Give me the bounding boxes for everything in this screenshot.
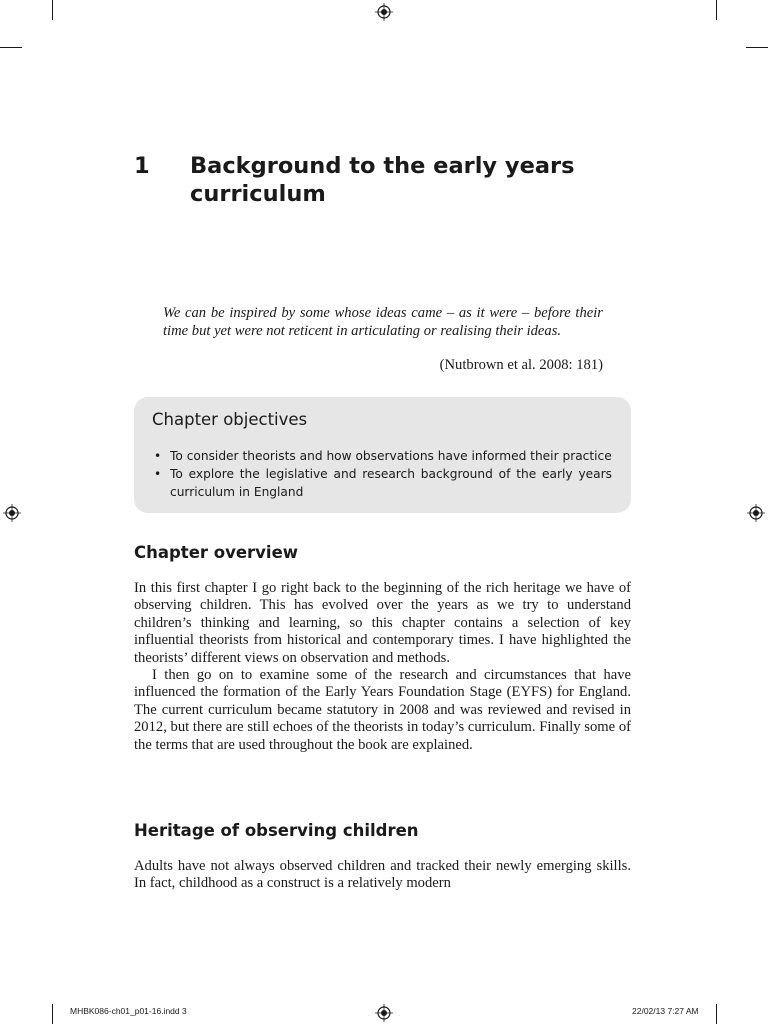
chapter-title: Background to the early years curriculum <box>190 153 575 207</box>
crop-mark <box>0 47 22 48</box>
paragraph: I then go on to examine some of the research and circumstances that have influenced the formation of the Early Years Foundation Stage (EYFS) for England. The current curriculum became statutory in 2008 and was reviewed and revised in 2012, but there are still echoes of the theorists in today’s curriculum. Finally some of the terms that are used throughout the book are explained. <box>134 667 631 753</box>
section-heading-heritage: Heritage of observing children <box>134 821 419 840</box>
crop-mark <box>716 1004 717 1024</box>
section-heading-overview: Chapter overview <box>134 543 299 562</box>
overview-body <box>134 580 631 754</box>
list-item <box>152 447 612 465</box>
bullet-icon: • <box>154 449 162 463</box>
registration-mark-icon <box>3 504 21 522</box>
objectives-title: Chapter objectives <box>152 410 308 429</box>
registration-mark-icon <box>375 3 393 21</box>
bullet-icon: • <box>154 467 162 481</box>
paragraph: In this first chapter I go right back to the beginning of the rich heritage we have of observing children. This has evolved over the years as we try to understand children’s thinking and learning, so this chapter contains a selection of key influential theorists from historical and contemporary times. I have highlighted the theorists’ different views on observation and methods. <box>134 580 631 666</box>
crop-mark <box>746 47 768 48</box>
list-item <box>152 465 612 501</box>
heritage-body <box>134 858 631 893</box>
crop-mark <box>52 0 53 20</box>
epigraph-quote: We can be inspired by some whose ideas came – as it were – before their time but yet were not reticent in articulating or realising their ideas. <box>163 305 603 339</box>
footer-date: 22/02/13 7:27 AM <box>632 1006 699 1016</box>
objective-text: To consider theorists and how observations have informed their practice <box>170 449 612 463</box>
crop-mark <box>52 1004 53 1024</box>
chapter-number: 1 <box>134 153 150 179</box>
objectives-list <box>152 447 612 501</box>
registration-mark-icon <box>375 1004 393 1022</box>
footer-file-info: MHBK086-ch01_p01-16.indd 3 <box>70 1006 187 1016</box>
chapter-objectives-box <box>134 397 631 513</box>
registration-mark-icon <box>747 504 765 522</box>
epigraph-citation: (Nutbrown et al. 2008: 181) <box>439 357 603 373</box>
paragraph: Adults have not always observed children and tracked their newly emerging skills. In fact, childhood as a construct is a relatively modern <box>134 858 631 892</box>
crop-mark <box>716 0 717 20</box>
objective-text: To explore the legislative and research background of the early years curriculum in England <box>170 467 612 499</box>
